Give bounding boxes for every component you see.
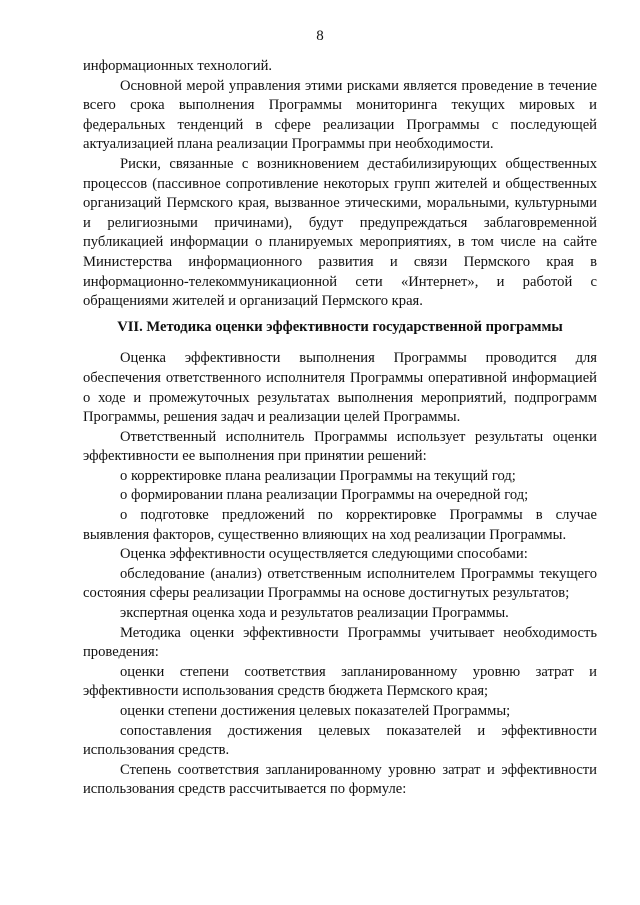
list-item-target-indicators: оценки степени достижения целевых показателей Программы; bbox=[120, 703, 511, 719]
page-number: 8 bbox=[316, 28, 324, 44]
paragraph-formula-intro: Степень соответствия запланированному уровню затрат и эффективности использования средств рассчитывается по формуле: bbox=[83, 761, 597, 798]
list-item-comparison: сопоставления достижения целевых показателей и эффективности использования средств. bbox=[83, 722, 597, 759]
list-item-method-expert: экспертная оценка хода и результатов реализации Программы. bbox=[120, 605, 509, 622]
list-item-decision-current-year: о корректировке плана реализации Программы на текущий год; bbox=[120, 467, 516, 484]
paragraph-evaluation-purpose: Оценка эффективности выполнения Программы проводится для обеспечения ответственного исполнителя Программы оперативной информацией о ходе и промежуточных результатах выполнения мероприятий, подпрограмм Программы, решения задач и реализации целей Программы. bbox=[83, 350, 597, 426]
section-heading: VII. Методика оценки эффективности государственной программы bbox=[117, 318, 563, 335]
list-item-decision-next-year: о формировании плана реализации Программы на очередной год; bbox=[120, 487, 529, 504]
paragraph-decisions-intro: Ответственный исполнитель Программы использует результаты оценки эффективности ее выполнения при принятии решений: bbox=[83, 428, 597, 465]
paragraph-social-risks: Риски, связанные с возникновением дестабилизирующих общественных процессов (пассивное сопротивление некоторых групп жителей и общественных организаций Пермского края, вызванное этическими, моральными, культурными и религиозными причинами), будут предупреждаться заблаговременной публикацией информации о планируемых мероприятиях, в том числе на сайте Министерства информационного развития и связи Пермского края в информационно-телекоммуникационной сети «Интернет», и работой с обращениями жителей и организаций Пермского края. bbox=[83, 155, 597, 310]
paragraph-methods-intro: Оценка эффективности осуществляется следующими способами: bbox=[120, 546, 528, 563]
paragraph-continuation: информационных технологий. bbox=[83, 58, 273, 74]
paragraph-methodology-intro: Методика оценки эффективности Программы учитывает необходимость проведения: bbox=[83, 624, 597, 661]
list-item-cost-assessment: оценки степени соответствия запланированному уровню затрат и эффективности использования средств бюджета Пермского края; bbox=[83, 663, 597, 700]
document-body bbox=[83, 57, 597, 800]
paragraph-risk-management: Основной мерой управления этими рисками является проведение в течение всего срока выполнения Программы мониторинга текущих мировых и федеральных тенденций в сфере реализации Программы с последующей актуализацией плана реализации Программы при необходимости. bbox=[83, 77, 597, 153]
list-item-method-analysis: обследование (анализ) ответственным исполнителем Программы текущего состояния сферы реализации Программы на основе достигнутых результатов; bbox=[83, 565, 597, 602]
list-item-decision-adjustment: о подготовке предложений по корректировке Программы в случае выявления факторов, существенно влияющих на ход реализации Программы. bbox=[83, 507, 597, 543]
